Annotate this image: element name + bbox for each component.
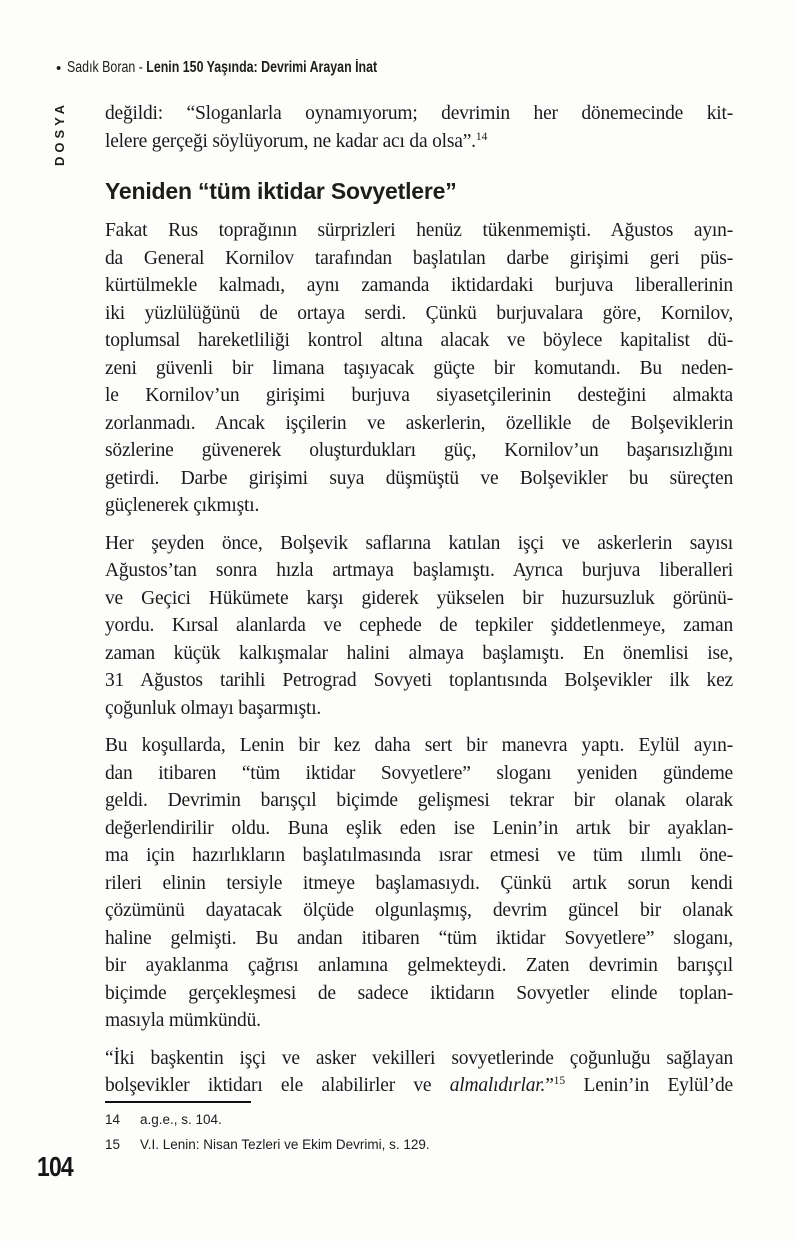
text-line: da General Kornilov tarafından başlatılan darbe girişimi geri püs- [105,247,733,269]
text-line: bir ayaklanma çağrısı anlamına gelmekteydi. Zaten devrimin barışçıl [105,955,733,976]
text-line: Bu koşullarda, Lenin bir kez daha sert bir manevra yaptı. Eylül ayın- [105,735,733,756]
text-line: rileri elinin tersiyle itmeye başlamasıydı. Çünkü artık sorun kendi [105,872,733,894]
paragraph [105,100,733,155]
text-line: dan itibaren “tüm iktidar Sovyetlere” sloganı yeniden gündeme [105,762,733,784]
emphasis-text: almalıdırlar. [449,1075,546,1096]
section-heading: Yeniden “tüm iktidar Sovyetlere” [105,178,457,204]
text-line: lelere gerçeği söylüyorum, ne kadar acı da olsa”.$^{14}$ [105,130,488,152]
text-line: zorlanmadı. Ancak işçilerin ve askerlerin, özellikle de Bolşeviklerin [105,412,733,434]
text-line: “İki başkentin işçi ve asker vekilleri sovyetlerinde çoğunluğu sağlayan [105,1047,733,1069]
text-line: sözlerine güvenerek oluşturdukları güç, Kornilov’un başarısızlığını [105,440,733,461]
footnote-text: V.I. Lenin: Nisan Tezleri ve Ekim Devrimi, s. 129. [140,1136,430,1152]
text-line: yordu. Kırsal alanlarda ve cephede de tepkiler şiddetlenmeye, zaman [105,615,733,636]
text-column [105,100,733,1100]
text-line: Ağustos’tan sonra hızla artmaya başlamıştı. Ayrıca burjuva liberalleri [105,560,733,581]
bullet-icon: • [56,59,62,77]
footnote-ref: 14 [475,130,488,143]
text-line: toplumsal hareketliliği kontrol altına alacak ve böylece kapitalist dü- [105,330,733,351]
header-book-title: Lenin 150 Yaşında: Devrimi Arayan İnat [146,59,378,76]
text-line: değildi: “Sloganlarla oynamıyorum; devrimin her dönemecinde kit- [105,103,733,124]
paragraph [105,217,733,520]
sidebar-label-dosya: DOSYA [52,100,67,166]
text-line: güçlenerek çıkmıştı. [105,495,260,516]
paragraph [105,1045,733,1100]
text-line: bolşevikler iktidarı ele alabilirler ve almalıdırlar.”$^{15}$ Lenin’in Eylül’de [105,1075,733,1096]
header-text [67,59,377,77]
footnote-text: a.g.e., s. 104. [140,1112,222,1127]
text-line: zaman küçük kalkışmalar halini almaya başlamıştı. En önemlisi ise, [105,642,733,664]
text-line: ve Geçici Hükümete karşı giderek yükselen bir huzursuzluk görünü- [105,587,733,609]
footnote-number: 14 [105,1112,121,1127]
text-line: haline gelmişti. Bu andan itibaren “tüm iktidar Sovyetlere” sloganı, [105,927,733,949]
text-line: geldi. Devrimin barışçıl biçimde gelişmesi tekrar bir olanak olarak [105,790,733,811]
footnote-item [105,1108,733,1133]
footnotes [105,1101,733,1157]
text-line: Fakat Rus toprağının sürprizleri henüz tükenmemişti. Ağustos ayın- [105,220,733,241]
page-header [56,59,455,77]
paragraph [105,732,733,1035]
text-line: iki yüzlülüğünü de ortaya serdi. Çünkü burjuvalara göre, Kornilov, [105,302,733,324]
header-author: Sadık Boran - [67,59,147,76]
text-line: ma için hazırlıkların başlatılmasında ısrar etmesi ve tüm ılımlı öne- [105,845,733,866]
page-number: 104 [37,1151,73,1182]
text-line: le Kornilov’un girişimi burjuva siyasetçilerinin desteğini almakta [105,385,733,406]
text-line: çözümünü dayatacak ölçüde olgunlaşmış, devrim güncel bir olanak [105,900,733,921]
text-line: kürtülmekle kalmadı, aynı zamanda iktidardaki burjuva liberallerinin [105,275,733,296]
intro-paragraph-slot [105,100,733,155]
text-line: biçimde gerçekleşmesi de sadece iktidarın Sovyetler elinde toplan- [105,982,733,1004]
footnote-divider [105,1101,251,1103]
footnote-item [105,1133,733,1158]
text-line: masıyla mümkündü. [105,1010,261,1031]
text-line: değerlendirilir oldu. Buna eşlik eden ise Lenin’in artık bir ayaklan- [105,817,733,839]
paragraph [105,530,733,723]
text-line: getirdi. Darbe girişimi suya düşmüştü ve Bolşevikler bu süreçten [105,467,733,489]
footnote-number: 15 [105,1136,121,1152]
body-paragraphs [105,217,733,1100]
footnote-ref: 15 [553,1075,566,1087]
text-line: çoğunluk olmayı başarmıştı. [105,697,322,719]
text-line: 31 Ağustos tarihli Petrograd Sovyeti toplantısında Bolşevikler ilk kez [105,670,733,691]
text-line: Her şeyden önce, Bolşevik saflarına katılan işçi ve askerlerin sayısı [105,532,733,554]
text-line: zeni güvenli bir limana taşıyacak güçte bir komutandı. Bu neden- [105,357,733,379]
